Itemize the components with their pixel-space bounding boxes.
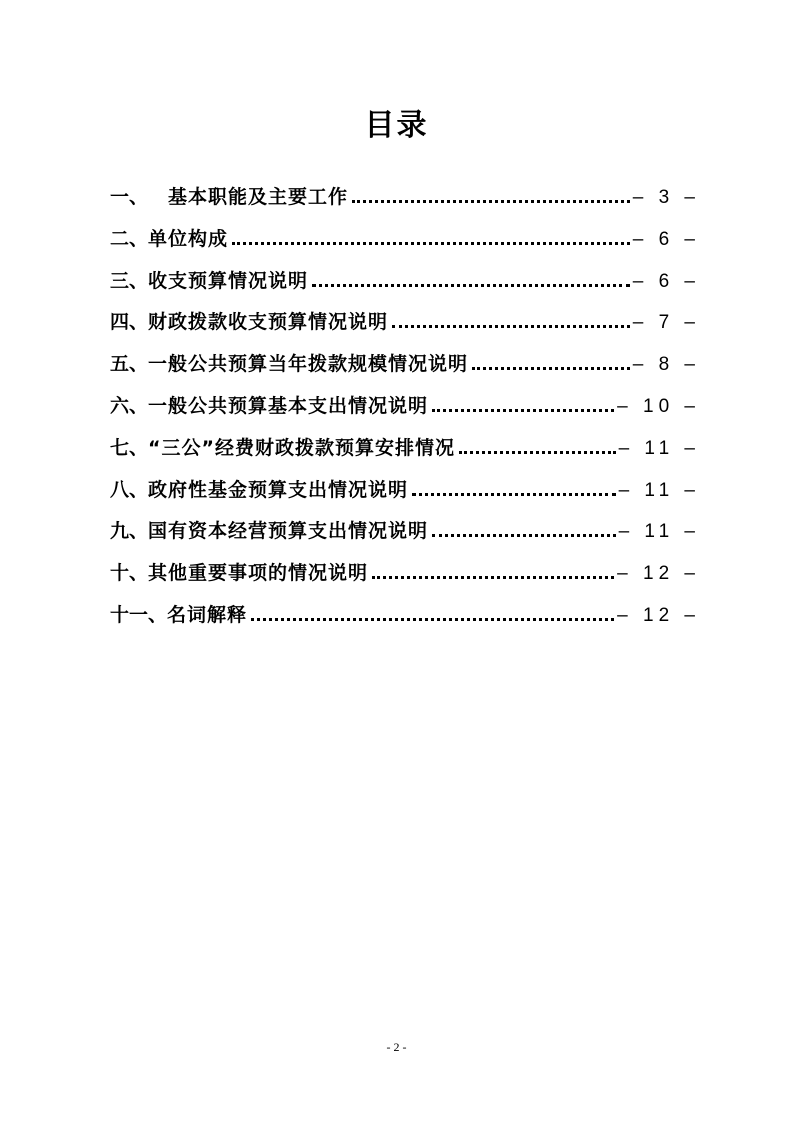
toc-entry-number: 二、 [110, 227, 149, 250]
toc-dot-leader [251, 618, 614, 621]
toc-dot-leader [472, 367, 630, 370]
toc-entry-title: 单位构成 [148, 227, 229, 250]
toc-entry-page: – 11 – [618, 437, 700, 459]
toc-entry[interactable] [110, 307, 700, 349]
page-number-footer: - 2 - [386, 1040, 407, 1054]
toc-entry[interactable] [110, 475, 700, 517]
toc-entry[interactable] [110, 433, 700, 475]
toc-entry-page: – 11 – [618, 521, 700, 543]
toc-entry-page: – 8 – [632, 354, 700, 376]
toc-dot-leader [312, 284, 630, 287]
toc-entry-number: 五、 [110, 353, 149, 376]
toc-entry-page: – 11 – [618, 479, 700, 501]
toc-entry-page: – 3 – [632, 187, 700, 208]
toc-entry-number: 四、 [110, 311, 149, 334]
toc-entry-page: – 12 – [617, 604, 700, 626]
toc-entry-title: 其他重要事项的情况说明 [148, 562, 369, 585]
page-title: 目录 [364, 108, 429, 143]
toc-dot-leader [432, 409, 614, 412]
toc-entry-title: 一般公共预算当年拨款规模情况说明 [148, 353, 469, 376]
toc-entry-title: 政府性基金预算支出情况说明 [148, 478, 409, 501]
toc-entry[interactable] [110, 391, 700, 433]
toc-dot-leader [232, 242, 630, 245]
toc-entry-number: 八、 [110, 478, 149, 501]
toc-entry-number: 七、 [110, 436, 149, 459]
toc-entry-number: 九、 [110, 520, 149, 543]
toc-dot-leader [372, 576, 614, 579]
toc-dot-leader [432, 534, 616, 537]
toc-entry-title: “三公”经费财政拨款预算安排情况 [148, 436, 455, 459]
toc-entry[interactable] [110, 600, 700, 642]
toc-entry-page: – 12 – [617, 563, 700, 585]
toc-entry-page: – 6 – [632, 228, 700, 250]
toc-entry-title: 财政拨款收支预算情况说明 [148, 311, 389, 334]
toc-entry-title: 收支预算情况说明 [148, 269, 309, 292]
toc-entry-number: 三、 [110, 269, 149, 292]
toc-entry-number: 十一、 [110, 603, 168, 626]
toc-entry-page: – 6 – [632, 270, 700, 292]
table-of-contents [110, 182, 700, 642]
toc-entry[interactable] [110, 224, 700, 266]
toc-entry[interactable] [110, 349, 700, 391]
toc-entry-title: 国有资本经营预算支出情况说明 [148, 520, 429, 543]
toc-dot-leader [412, 493, 616, 496]
toc-entry-title: 名词解释 [167, 603, 248, 626]
toc-dot-leader [392, 325, 630, 328]
toc-dot-leader [352, 200, 630, 203]
toc-entry-title: 一般公共预算基本支出情况说明 [148, 394, 429, 417]
toc-entry[interactable] [110, 558, 700, 600]
toc-entry[interactable] [110, 516, 700, 558]
toc-dot-leader [459, 451, 616, 454]
toc-entry-number: 一、 [110, 186, 149, 208]
toc-entry-page: – 10 – [617, 395, 700, 417]
toc-entry-number: 六、 [110, 394, 149, 417]
toc-entry[interactable] [110, 266, 700, 308]
toc-entry-page: – 7 – [632, 312, 700, 334]
toc-entry-number: 十、 [110, 562, 149, 585]
toc-entry[interactable] [110, 182, 700, 224]
toc-entry-title: 基本职能及主要工作 [168, 186, 349, 208]
